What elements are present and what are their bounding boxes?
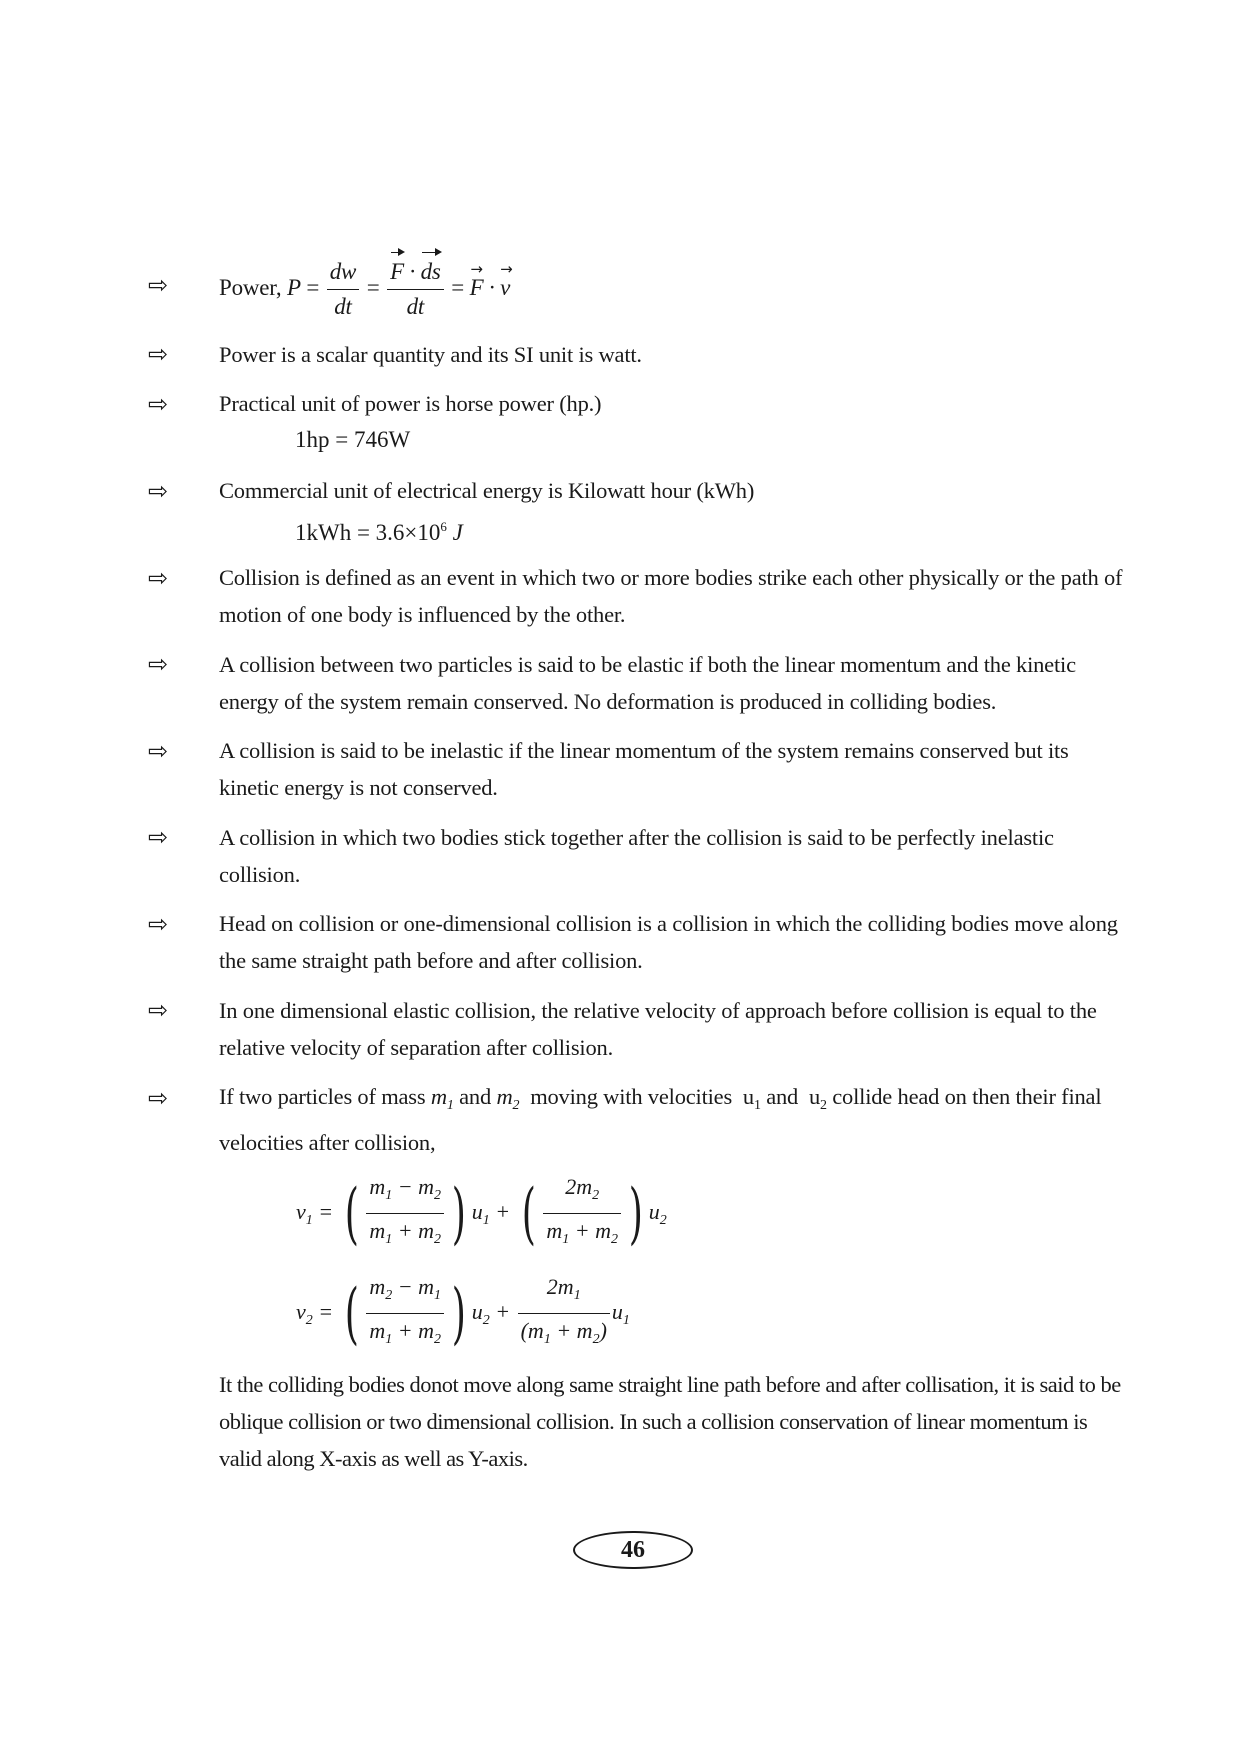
bullet-text: Head on collision or one-dimensional collision is a collision in which the colliding bodies move along the same straight path before and after collision.	[219, 911, 1118, 973]
bullet-text: In one dimensional elastic collision, the relative velocity of approach before collision is equal to the relative velocity of separation after collision.	[219, 998, 1097, 1060]
arrow-bullet-icon: ⇨	[148, 823, 169, 851]
arrow-bullet-icon: ⇨	[148, 477, 169, 505]
arrow-bullet-icon: ⇨	[148, 1084, 169, 1112]
bullet-text: A collision in which two bodies stick together after the collision is said to be perfectly inelastic collision.	[219, 825, 1054, 887]
arrow-bullet-icon: ⇨	[148, 390, 169, 418]
kwh-equation: $1kWh = 3.6\times 10^6$ J	[295, 519, 463, 545]
power-label: Power,	[219, 274, 282, 300]
bullet-text: Power is a scalar quantity and its SI unit is watt.	[219, 342, 642, 367]
bullet-text: Commercial unit of electrical energy is Kilowatt hour (kWh)	[219, 478, 755, 503]
bullet-text: A collision between two particles is said to be elastic if both the linear momentum and the kinetic energy of the system remain conserved. No deformation is produced in colliding bodies.	[219, 652, 1076, 714]
force-dot-velocity: → F · → v	[470, 275, 511, 300]
bullet-text: Practical unit of power is horse power (hp.)	[219, 391, 602, 416]
page-number: 46	[621, 1536, 645, 1563]
arrow-bullet-icon: ⇨	[148, 996, 169, 1024]
arrow-bullet-icon: ⇨	[148, 564, 169, 592]
page-number-badge	[573, 1531, 693, 1569]
arrow-bullet-icon: ⇨	[148, 910, 169, 938]
bullet-text: A collision is said to be inelastic if the linear momentum of the system remains conserved but its kinetic energy is not conserved.	[219, 738, 1069, 800]
fraction-dw-dt: $\frac{dw}{dt}$	[327, 255, 359, 324]
hp-equation: 1hp = 746W	[295, 427, 411, 452]
arrow-bullet-icon: ⇨	[148, 737, 169, 765]
bullet-text-masses: If two particles of mass $m_1$ and $m_2$ moving with velocities $u_1$ and $u_2$ collide head on then their final velocities after collision,	[219, 1084, 1102, 1155]
arrow-bullet-icon: ⇨	[148, 650, 169, 678]
bullet-text: Collision is defined as an event in which two or more bodies strike each other physically or the path of motion of one body is influenced by the other.	[219, 565, 1123, 627]
v2-formula: $v_2$ = ( $\frac{m_2 - m_1}{m_1 + m_2}$ ) $u_2$ + $\frac{2m_1}{(m_1 + m_2)}$ $u_1$	[296, 1270, 630, 1357]
power-formula: Power, P = $\frac{dw}{dt}$ = $\frac{F \cdot ds}{dt}$ = → F · → v	[219, 255, 1131, 324]
fraction-f-ds-dt: $\frac{F \cdot ds}{dt}$	[387, 255, 444, 324]
arrow-bullet-icon: ⇨	[148, 271, 169, 299]
power-symbol: P	[286, 274, 301, 300]
closing-paragraph: It the colliding bodies donot move along same straight line path before and after collisation, it is said to be oblique collision or two dimensional collision. In such a collision conservation of linear momentum is valid along X-axis as well as Y-axis.	[219, 1372, 1121, 1471]
arrow-bullet-icon: ⇨	[148, 340, 169, 368]
v1-formula: $v_1$ = ( $\frac{m_1 - m_2}{m_1 + m_2}$ ) $u_1$ + ( $\frac{2m_2}{m_1 + m_2}$ ) $u_2$	[296, 1170, 667, 1257]
